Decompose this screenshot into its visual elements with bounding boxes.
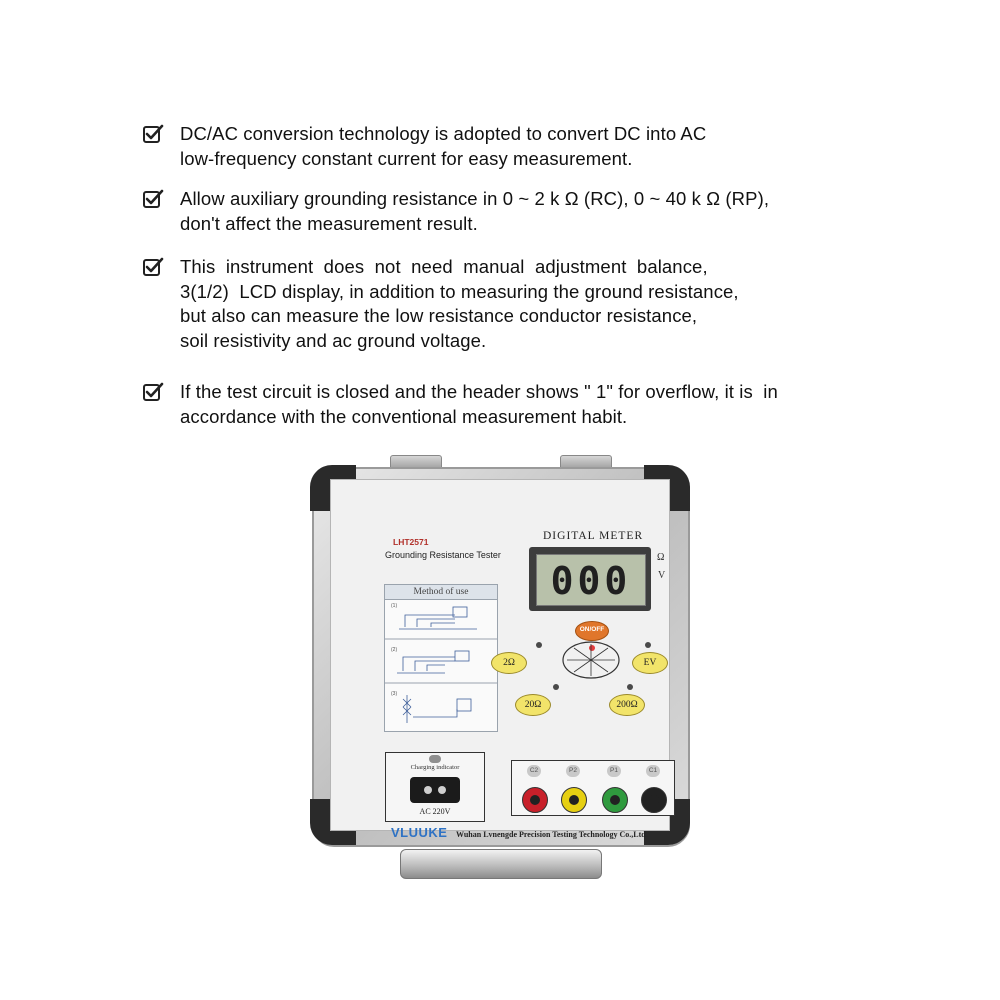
feature-line: don't affect the measurement result. <box>180 212 478 234</box>
range-button-2ohm[interactable]: 2Ω <box>491 652 527 674</box>
lcd-display <box>536 554 646 606</box>
terminal-label: P1 <box>607 765 621 777</box>
checkbox-checked-icon <box>142 188 164 210</box>
feature-text <box>180 122 706 171</box>
feature-item-1 <box>142 122 842 171</box>
feature-line: 3(1/2) LCD display, in addition to measuring the ground resistance, <box>180 280 739 302</box>
ac-voltage-label: AC 220V <box>419 807 451 816</box>
svg-text:(1): (1) <box>391 603 398 609</box>
charging-indicator-label: Charging indicator <box>410 764 460 771</box>
terminal-p2[interactable] <box>561 787 587 813</box>
terminal-c1[interactable] <box>641 787 667 813</box>
feature-line: If the test circuit is closed and the header shows " 1" for overflow, it is in <box>180 381 778 402</box>
wiring-diagram <box>385 599 497 731</box>
terminal-label: C1 <box>646 765 660 777</box>
unit-volt: V <box>658 570 666 581</box>
terminal-p1[interactable] <box>602 787 628 813</box>
range-button-200ohm[interactable]: 200Ω <box>609 694 645 716</box>
product-name: Grounding Resistance Tester <box>385 550 501 560</box>
checkbox-checked-icon <box>142 123 164 145</box>
feature-line: but also can measure the low resistance conductor resistance, <box>180 305 698 326</box>
feature-item-2 <box>142 187 842 236</box>
method-of-use-panel <box>384 584 498 732</box>
feature-line: This instrument does not need manual adjustment balance, <box>180 256 708 277</box>
feature-line: Allow auxiliary grounding resistance in 0 ~ 2 k Ω (RC), 0 ~ 40 k Ω (RP), <box>180 188 770 209</box>
grounding-resistance-tester <box>300 455 700 900</box>
range-button-20ohm[interactable]: 20Ω <box>515 694 551 716</box>
checkbox-checked-icon <box>142 256 164 278</box>
carry-handle <box>400 849 602 879</box>
feature-line: accordance with the conventional measurement habit. <box>180 405 628 427</box>
feature-line: low-frequency constant current for easy measurement. <box>180 147 633 169</box>
feature-line: soil resistivity and ac ground voltage. <box>180 329 487 351</box>
range-button-ev[interactable]: EV <box>632 652 668 674</box>
svg-text:(2): (2) <box>391 647 398 653</box>
indicator-led <box>645 642 651 648</box>
charging-indicator-led <box>429 755 441 763</box>
power-input-panel <box>385 752 485 822</box>
method-title: Method of use <box>385 585 497 600</box>
terminal-label: P2 <box>566 765 580 777</box>
power-button[interactable] <box>575 621 609 641</box>
company-name: Wuhan Lvnengde Precision Testing Technology Co.,Ltd <box>456 830 646 839</box>
feature-line: DC/AC conversion technology is adopted to convert DC into AC <box>180 123 707 144</box>
unit-ohm: Ω <box>657 552 665 563</box>
test-terminal-panel <box>511 760 675 816</box>
feature-text <box>180 187 769 236</box>
brand-logo: VLUUKE <box>391 825 448 840</box>
indicator-led <box>627 684 633 690</box>
feature-item-3 <box>142 255 842 353</box>
front-panel <box>330 479 670 840</box>
indicator-led <box>536 642 542 648</box>
power-button-label: ON/OFF <box>579 626 605 633</box>
lcd-reading: 000 <box>550 559 632 603</box>
feature-item-4 <box>142 380 842 429</box>
meter-title: DIGITAL METER <box>543 530 644 542</box>
star-logo-icon <box>561 640 621 680</box>
checkbox-checked-icon <box>142 381 164 403</box>
feature-text <box>180 255 739 353</box>
svg-text:(3): (3) <box>391 691 398 697</box>
terminal-c2[interactable] <box>522 787 548 813</box>
ac-power-socket[interactable] <box>410 777 460 803</box>
model-number: LHT2571 <box>393 537 429 547</box>
feature-text <box>180 380 778 429</box>
terminal-label: C2 <box>527 765 541 777</box>
indicator-led <box>553 684 559 690</box>
